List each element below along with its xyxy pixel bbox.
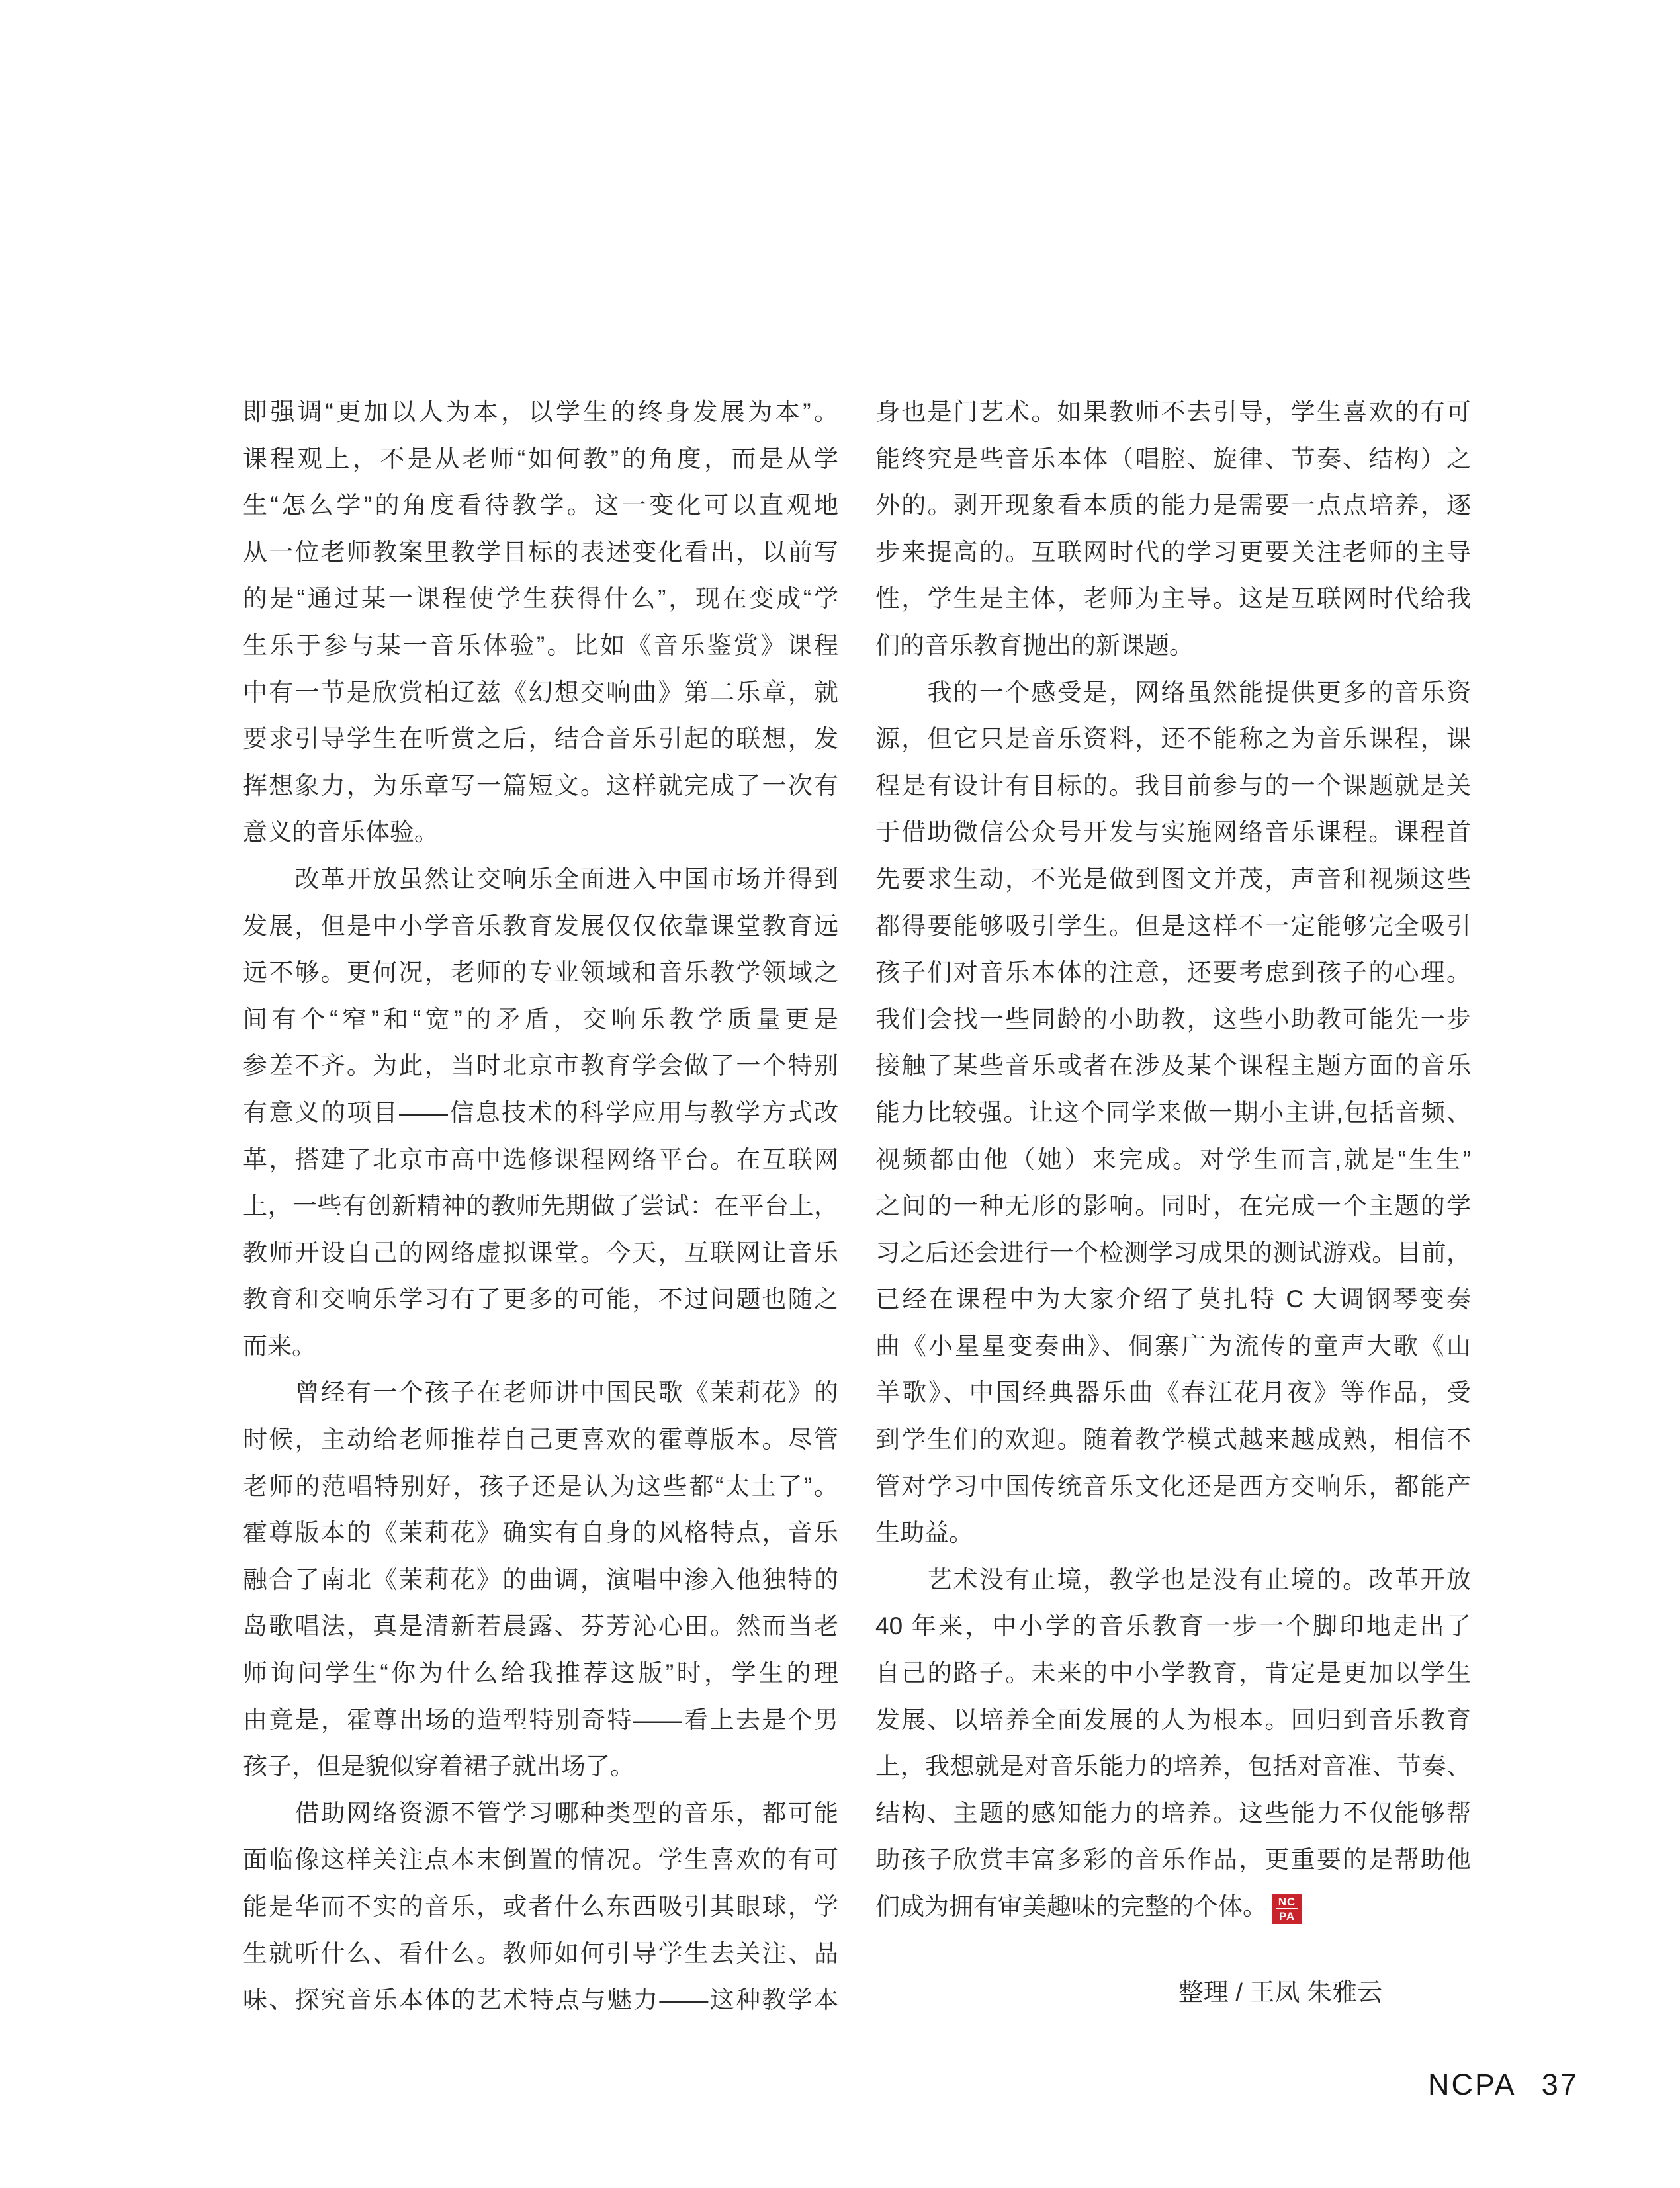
text-line: 艺术没有止境，教学也是没有止境的。改革开放 bbox=[875, 1565, 1471, 1593]
text-line: 生就听什么、看什么。教师如何引导学生去关注、品 bbox=[243, 1939, 838, 1967]
text-line: 习之后还会进行一个检测学习成果的测试游戏。目前， bbox=[875, 1239, 1471, 1266]
text-line: 已经在课程中为大家介绍了莫扎特 C 大调钢琴变奏 bbox=[875, 1286, 1471, 1313]
article-column-right bbox=[875, 389, 1471, 1931]
text-line: 老师的范唱特别好，孩子还是认为这些都“太土了”。 bbox=[243, 1472, 838, 1500]
text-line: 中有一节是欣赏柏辽兹《幻想交响曲》第二乐章，就 bbox=[243, 678, 838, 706]
text-line: 管对学习中国传统音乐文化还是西方交响乐，都能产 bbox=[875, 1472, 1471, 1500]
text-line: 羊歌》、中国经典器乐曲《春江花月夜》等作品，受 bbox=[875, 1379, 1471, 1407]
text-line: 助孩子欣赏丰富多彩的音乐作品，更重要的是帮助他 bbox=[875, 1846, 1471, 1874]
text-line: 远不够。更何况，老师的专业领域和音乐教学领域之 bbox=[243, 959, 838, 986]
text-line: 曾经有一个孩子在老师讲中国民歌《茉莉花》的 bbox=[243, 1379, 838, 1407]
text-line: 由竟是，霍尊出场的造型特别奇特——看上去是个男 bbox=[243, 1706, 838, 1733]
text-line: 参差不齐。为此，当时北京市教育学会做了一个特别 bbox=[243, 1052, 838, 1080]
text-line: 岛歌唱法，真是清新若晨露、芬芳沁心田。然而当老 bbox=[243, 1612, 838, 1640]
text-line: 意义的音乐体验。 bbox=[243, 818, 439, 846]
text-line: 视频都由他（她）来完成。对学生而言,就是“生生” bbox=[875, 1145, 1471, 1173]
text-line: 之间的一种无形的影响。同时，在完成一个主题的学 bbox=[875, 1192, 1471, 1220]
text-line: 40 年来，中小学的音乐教育一步一个脚印地走出了 bbox=[875, 1612, 1471, 1640]
text-line: 上，一些有创新精神的教师先期做了尝试：在平台上， bbox=[243, 1192, 838, 1220]
text-line: 面临像这样关注点本末倒置的情况。学生喜欢的有可 bbox=[243, 1846, 838, 1874]
byline: 整理 / 王凤 朱雅云 bbox=[1178, 1979, 1382, 2007]
article-column-left bbox=[243, 389, 838, 2024]
text-line: 自己的路子。未来的中小学教育，肯定是更加以学生 bbox=[875, 1659, 1471, 1687]
text-line: 能是华而不实的音乐，或者什么东西吸引其眼球，学 bbox=[243, 1893, 838, 1920]
text-line: 教师开设自己的网络虚拟课堂。今天，互联网让音乐 bbox=[243, 1239, 838, 1266]
text-line: 改革开放虽然让交响乐全面进入中国市场并得到 bbox=[243, 865, 838, 893]
text-line: 从一位老师教案里教学目标的表述变化看出，以前写 bbox=[243, 538, 838, 566]
text-line: 能终究是些音乐本体（唱腔、旋律、节奏、结构）之 bbox=[875, 445, 1471, 472]
text-line: 外的。剥开现象看本质的能力是需要一点点培养，逐 bbox=[875, 492, 1471, 519]
text-line: 能力比较强。让这个同学来做一期小主讲,包括音频、 bbox=[875, 1098, 1471, 1126]
footer-page-number: 37 bbox=[1541, 2068, 1579, 2101]
text-line: 孩子，但是貌似穿着裙子就出场了。 bbox=[243, 1753, 635, 1780]
text-line: 们成为拥有审美趣味的完整的个体。 $\frac{NC}{PA}$ bbox=[875, 1884, 1471, 1931]
text-line: 们的音乐教育抛出的新课题。 bbox=[875, 631, 1194, 659]
text-line: 时候，主动给老师推荐自己更喜欢的霍尊版本。尽管 bbox=[243, 1426, 838, 1454]
text-line: 课程观上，不是从老师“如何教”的角度，而是从学 bbox=[243, 445, 838, 472]
text-line: 生助益。 bbox=[875, 1519, 973, 1547]
text-line: 源，但它只是音乐资料，还不能称之为音乐课程，课 bbox=[875, 725, 1471, 753]
text-line: 生乐于参与某一音乐体验”。比如《音乐鉴赏》课程 bbox=[243, 631, 838, 659]
footer-brand: NCPA bbox=[1428, 2068, 1517, 2101]
text-line: 我们会找一些同龄的小助教，这些小助教可能先一步 bbox=[875, 1005, 1471, 1033]
ncpa-seal bbox=[1272, 1894, 1302, 1924]
text-line: 生“怎么学”的角度看待教学。这一变化可以直观地 bbox=[243, 492, 838, 519]
text-line: 曲《小星星变奏曲》、侗寨广为流传的童声大歌《山 bbox=[875, 1332, 1471, 1360]
text-line: 我的一个感受是，网络虽然能提供更多的音乐资 bbox=[875, 678, 1471, 706]
text-line: 结构、主题的感知能力的培养。这些能力不仅能够帮 bbox=[875, 1799, 1471, 1827]
text-line: 步来提高的。互联网时代的学习更要关注老师的主导 bbox=[875, 538, 1471, 566]
text-line: 于借助微信公众号开发与实施网络音乐课程。课程首 bbox=[875, 818, 1471, 846]
text-line: 发展、以培养全面发展的人为根本。回归到音乐教育 bbox=[875, 1706, 1471, 1733]
text-line: 间有个“窄”和“宽”的矛盾，交响乐教学质量更是 bbox=[243, 1005, 838, 1033]
text-line: 味、探究音乐本体的艺术特点与魅力——这种教学本 bbox=[243, 1986, 838, 2014]
text-line: 身也是门艺术。如果教师不去引导，学生喜欢的有可 bbox=[875, 398, 1471, 425]
text-line: 都得要能够吸引学生。但是这样不一定能够完全吸引 bbox=[875, 912, 1471, 940]
seal-text-top: NC bbox=[1276, 1895, 1298, 1909]
text-line: 即强调“更加以人为本，以学生的终身发展为本”。 bbox=[243, 398, 838, 425]
text-line: 要求引导学生在听赏之后，结合音乐引起的联想，发 bbox=[243, 725, 838, 753]
text-line: 发展，但是中小学音乐教育发展仅仅依靠课堂教育远 bbox=[243, 912, 838, 940]
text-line: 挥想象力，为乐章写一篇短文。这样就完成了一次有 bbox=[243, 771, 838, 799]
seal-text-bottom: PA bbox=[1278, 1910, 1296, 1923]
text-line: 有意义的项目——信息技术的科学应用与教学方式改 bbox=[243, 1098, 838, 1126]
text-line: 而来。 bbox=[243, 1332, 316, 1360]
text-line: 到学生们的欢迎。随着教学模式越来越成熟，相信不 bbox=[875, 1426, 1471, 1454]
text-line: 霍尊版本的《茉莉花》确实有自身的风格特点，音乐 bbox=[243, 1519, 838, 1547]
text-line: 的是“通过某一课程使学生获得什么”，现在变成“学 bbox=[243, 585, 838, 613]
text-line: 先要求生动，不光是做到图文并茂，声音和视频这些 bbox=[875, 865, 1471, 893]
page-footer bbox=[1428, 2068, 1579, 2101]
text-line: 孩子们对音乐本体的注意，还要考虑到孩子的心理。 bbox=[875, 959, 1471, 986]
text-line: 上，我想就是对音乐能力的培养，包括对音准、节奏、 bbox=[875, 1753, 1471, 1780]
text-line: 教育和交响乐学习有了更多的可能，不过问题也随之 bbox=[243, 1286, 838, 1313]
text-line: 师询问学生“你为什么给我推荐这版”时，学生的理 bbox=[243, 1659, 838, 1687]
text-line: 融合了南北《茉莉花》的曲调，演唱中渗入他独特的 bbox=[243, 1565, 838, 1593]
text-line: 接触了某些音乐或者在涉及某个课程主题方面的音乐 bbox=[875, 1052, 1471, 1080]
text-line: 程是有设计有目标的。我目前参与的一个课题就是关 bbox=[875, 771, 1471, 799]
text-line: 性，学生是主体，老师为主导。这是互联网时代给我 bbox=[875, 585, 1471, 613]
text-line: 借助网络资源不管学习哪种类型的音乐，都可能 bbox=[243, 1799, 838, 1827]
text-line: 革，搭建了北京市高中选修课程网络平台。在互联网 bbox=[243, 1145, 838, 1173]
